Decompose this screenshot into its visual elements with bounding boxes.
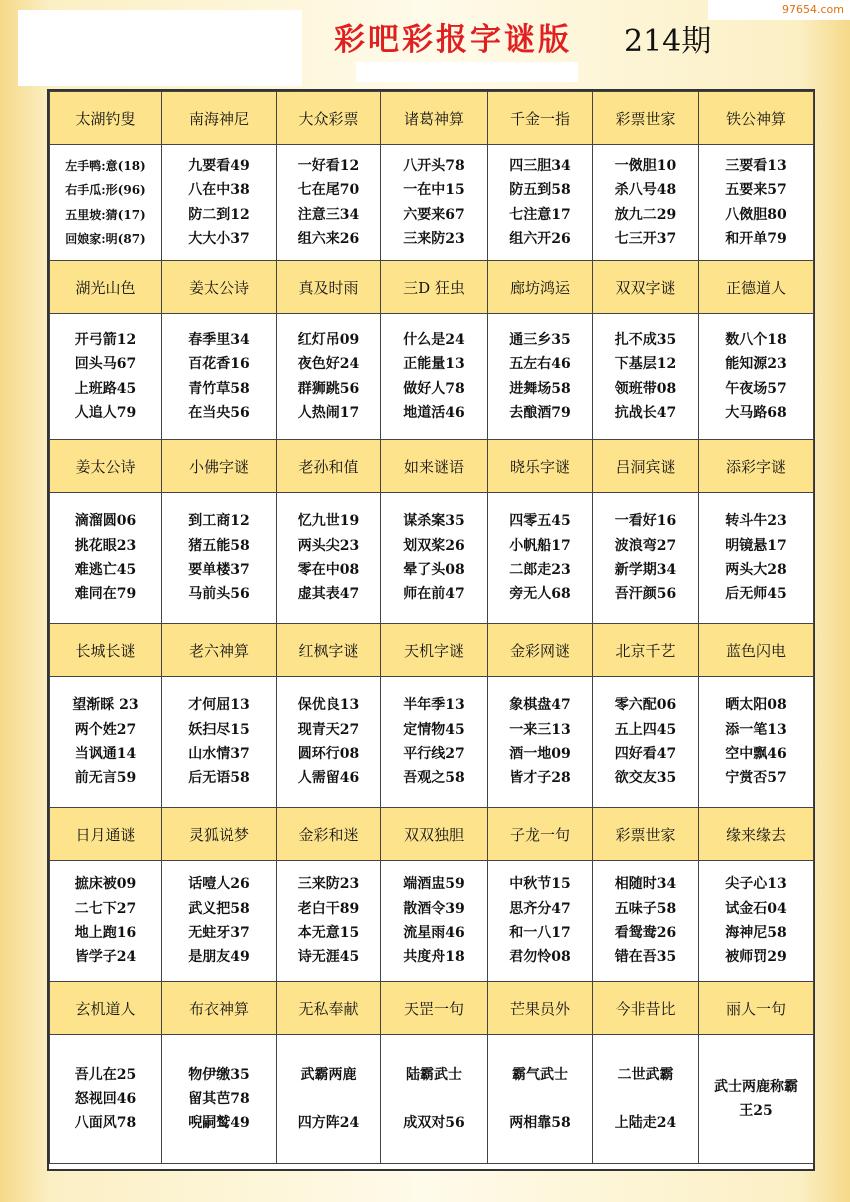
riddle-line: 两相靠58	[509, 1115, 571, 1132]
riddle-line: 右手瓜:形(96)	[65, 183, 146, 198]
riddle-cell	[381, 314, 488, 440]
section-body-row	[50, 145, 814, 261]
riddle-cell	[381, 1035, 488, 1164]
column-name-cell: 金彩网谜	[488, 624, 593, 677]
riddle-line: 数八个18	[725, 331, 787, 348]
riddle-line: 海神尼58	[725, 925, 787, 941]
riddle-line: 无蛀牙37	[188, 925, 250, 941]
riddle-line: 零六配06	[614, 697, 677, 714]
riddle-cell	[593, 145, 699, 261]
riddle-cell	[699, 493, 814, 624]
riddle-cell	[593, 1035, 699, 1164]
riddle-line: 波浪弯27	[614, 537, 677, 554]
riddle-line: 八傚胆80	[725, 206, 787, 223]
riddle-line	[277, 1087, 380, 1111]
riddle-line: 零在中08	[297, 562, 360, 578]
riddle-line: 妖扫尽15	[188, 721, 250, 738]
riddle-line: 午夜场57	[725, 380, 787, 397]
riddle-cell	[277, 677, 381, 808]
column-name-cell: 姜太公诗	[50, 440, 162, 493]
column-name-cell: 布衣神算	[162, 982, 277, 1035]
riddle-line: 试金石04	[725, 900, 787, 917]
riddle-line: 五要来57	[725, 182, 787, 199]
riddle-line: 错在吾35	[614, 949, 677, 966]
section-body-row	[50, 314, 814, 440]
riddle-line: 两头大28	[725, 562, 787, 578]
column-name-cell: 小佛字谜	[162, 440, 277, 493]
column-name-cell: 彩票世家	[593, 92, 699, 145]
column-name-cell: 今非昔比	[593, 982, 699, 1035]
column-name-cell: 大众彩票	[277, 92, 381, 145]
riddle-line: 难逃亡45	[74, 562, 137, 578]
riddle-line: 王25	[739, 1103, 773, 1119]
riddle-line: 留其芭78	[188, 1090, 250, 1107]
section-header-row	[50, 440, 814, 493]
riddle-line: 一看好16	[614, 513, 677, 530]
riddle-cell	[699, 1035, 814, 1164]
riddle-line: 现青天27	[297, 721, 360, 738]
riddle-line: 开弓箭12	[74, 331, 137, 348]
riddle-line: 领班带08	[614, 380, 677, 397]
riddle-cell	[593, 677, 699, 808]
riddle-line: 添一笔13	[725, 721, 787, 738]
riddle-cell	[699, 145, 814, 261]
riddle-line: 地道活46	[403, 404, 465, 421]
column-name-cell: 正德道人	[699, 261, 814, 314]
riddle-line: 八在中38	[188, 182, 250, 199]
riddle-line: 到工商12	[188, 513, 250, 530]
riddle-line: 才何屈13	[188, 697, 250, 714]
column-name-cell: 双双独胆	[381, 808, 488, 861]
riddle-cell	[488, 145, 593, 261]
riddle-line: 进舞场58	[509, 380, 571, 397]
riddle-line: 诗无涯45	[297, 949, 360, 966]
riddle-line: 旁无人68	[509, 586, 571, 603]
riddle-line: 群狮跳56	[297, 380, 360, 397]
column-name-cell: 子龙一句	[488, 808, 593, 861]
riddle-line: 八开头78	[403, 157, 465, 174]
column-name-cell: 灵狐说梦	[162, 808, 277, 861]
riddle-line: 圆环行08	[297, 746, 360, 762]
riddle-line: 一在中15	[403, 182, 465, 199]
riddle-cell	[277, 145, 381, 261]
riddle-cell	[277, 314, 381, 440]
riddle-line: 四方阵24	[297, 1115, 360, 1132]
riddle-line: 五左右46	[509, 356, 571, 373]
riddle-line: 和开单79	[725, 230, 787, 247]
riddle-line: 酒一地09	[509, 746, 571, 762]
riddle-cell	[50, 493, 162, 624]
riddle-line: 什么是24	[403, 331, 465, 348]
riddle-line: 组六来26	[297, 230, 360, 247]
riddle-cell	[699, 861, 814, 982]
riddle-line: 在当央56	[188, 404, 250, 421]
riddle-line: 三要看13	[725, 157, 787, 174]
riddle-cell	[381, 145, 488, 261]
riddle-line: 二七下27	[74, 900, 137, 917]
riddle-line: 尖子心13	[725, 876, 787, 893]
riddle-cell	[50, 145, 162, 261]
section-header-row	[50, 808, 814, 861]
riddle-line: 前无言59	[74, 770, 137, 787]
riddle-line: 八面风78	[74, 1115, 137, 1132]
riddle-line: 马前头56	[188, 586, 250, 603]
riddle-line: 组六开26	[509, 230, 571, 247]
riddle-line: 忆九世19	[297, 513, 360, 530]
riddle-line: 红灯吊09	[297, 331, 360, 348]
riddle-line: 五里坡:猜(17)	[65, 207, 146, 222]
riddle-line: 四三胆34	[509, 157, 571, 174]
riddle-line: 物伊缴35	[188, 1066, 250, 1083]
section-body-row	[50, 677, 814, 808]
section-body-row	[50, 1035, 814, 1164]
riddle-cell	[277, 493, 381, 624]
riddle-cell	[593, 314, 699, 440]
riddle-cell	[50, 314, 162, 440]
riddle-line: 摭床被09	[74, 876, 137, 893]
riddle-line: 山水情37	[188, 746, 250, 762]
riddle-cell	[162, 314, 277, 440]
riddle-line: 三来防23	[403, 230, 465, 247]
riddle-line: 挑花眼23	[74, 537, 137, 554]
riddle-line: 散酒令39	[403, 900, 465, 917]
column-name-cell: 如来谜语	[381, 440, 488, 493]
riddle-line: 新学期34	[614, 562, 677, 578]
riddle-line: 五味子58	[614, 900, 677, 917]
riddle-line: 吾汗颜56	[614, 586, 677, 603]
riddle-line: 地上跑16	[74, 925, 137, 941]
header-sub-panel	[356, 62, 578, 82]
riddle-cell	[162, 1035, 277, 1164]
riddle-line: 皆才子28	[509, 770, 571, 787]
riddle-cell	[488, 493, 593, 624]
riddle-line: 一来三13	[509, 721, 571, 738]
riddle-line: 人需留46	[297, 770, 360, 787]
riddle-line: 七注意17	[509, 206, 571, 223]
column-name-cell: 姜太公诗	[162, 261, 277, 314]
riddle-line: 流星雨46	[403, 925, 465, 941]
riddle-cell	[381, 677, 488, 808]
riddle-line: 百花香16	[188, 356, 250, 373]
section-header-row	[50, 982, 814, 1035]
watermark-box	[708, 0, 850, 20]
column-name-cell: 廊坊鸿运	[488, 261, 593, 314]
column-name-cell: 无私奉献	[277, 982, 381, 1035]
riddle-line: 春季里34	[188, 331, 250, 348]
riddle-cell	[162, 677, 277, 808]
riddle-cell	[593, 493, 699, 624]
riddle-line: 左手鸭:意(18)	[65, 158, 146, 173]
riddle-line: 话噎人26	[188, 876, 250, 893]
riddle-cell	[699, 314, 814, 440]
riddle-line: 下基层12	[614, 356, 677, 373]
riddle-line: 人热闹17	[297, 404, 360, 421]
riddle-line: 夜色好24	[297, 356, 360, 373]
section-body-row	[50, 861, 814, 982]
column-name-cell: 吕洞宾谜	[593, 440, 699, 493]
riddle-line: 和一八17	[509, 925, 571, 941]
column-name-cell: 金彩和迷	[277, 808, 381, 861]
riddle-cell	[488, 861, 593, 982]
riddle-line: 五上四45	[614, 721, 677, 738]
riddle-cell	[488, 1035, 593, 1164]
riddle-line	[381, 1087, 487, 1111]
riddle-cell	[277, 861, 381, 982]
riddle-line: 相随时34	[614, 876, 677, 893]
riddle-line: 欲交友35	[614, 770, 677, 787]
column-name-cell: 诸葛神算	[381, 92, 488, 145]
column-name-cell: 湖光山色	[50, 261, 162, 314]
watermark-text: 97654.com	[782, 3, 844, 16]
column-name-cell: 长城长谜	[50, 624, 162, 677]
riddle-line: 唲嗣鹫49	[188, 1115, 250, 1132]
riddle-line: 霸气武士	[512, 1066, 568, 1083]
column-name-cell: 晓乐字谜	[488, 440, 593, 493]
issue-number: 214期	[624, 24, 712, 59]
riddle-line: 师在前47	[403, 586, 465, 603]
riddle-cell	[488, 314, 593, 440]
riddle-line: 二世武霸	[617, 1066, 674, 1083]
riddle-line: 青竹草58	[188, 380, 250, 397]
riddle-line: 能知源23	[725, 356, 787, 373]
riddle-line: 通三乡35	[509, 331, 571, 348]
riddle-cell	[162, 145, 277, 261]
column-name-cell: 天机字谜	[381, 624, 488, 677]
column-name-cell: 天罡一句	[381, 982, 488, 1035]
riddle-line: 半年季13	[403, 697, 465, 714]
column-name-cell: 彩票世家	[593, 808, 699, 861]
riddle-line: 本无意15	[297, 925, 360, 941]
riddle-line: 做好人78	[403, 380, 465, 397]
riddle-cell	[162, 493, 277, 624]
riddle-line: 猪五能58	[188, 537, 250, 554]
riddle-line: 老白干89	[297, 900, 360, 917]
riddle-cell	[50, 677, 162, 808]
riddle-line: 陆霸武士	[406, 1066, 462, 1083]
page-title: 彩吧彩报字谜版	[334, 22, 572, 58]
riddle-line: 四零五45	[509, 513, 571, 530]
riddle-line: 一傚胆10	[614, 157, 677, 174]
riddle-line: 七在尾70	[297, 182, 360, 199]
column-name-cell: 红枫字谜	[277, 624, 381, 677]
riddle-line: 一好看12	[297, 157, 360, 174]
column-name-cell: 千金一指	[488, 92, 593, 145]
riddle-line: 武士两鹿称霸	[714, 1078, 798, 1095]
riddle-line: 二郎走23	[509, 562, 571, 578]
riddle-line: 怒视回46	[74, 1090, 137, 1107]
riddle-line: 思齐分47	[509, 900, 571, 917]
column-name-cell: 双双字谜	[593, 261, 699, 314]
riddle-cell	[50, 1035, 162, 1164]
riddle-line: 人追人79	[74, 404, 137, 421]
riddle-line: 转斗牛23	[725, 513, 787, 530]
column-name-cell: 日月通谜	[50, 808, 162, 861]
section-header-row	[50, 624, 814, 677]
riddle-line: 君勿怜08	[509, 949, 571, 966]
riddle-line: 晕了头08	[403, 562, 465, 578]
riddle-line: 当讽通14	[74, 746, 137, 762]
riddle-line: 回娘家:明(87)	[65, 231, 146, 246]
column-name-cell: 北京千艺	[593, 624, 699, 677]
riddle-line: 后无师45	[725, 586, 787, 603]
riddle-line: 吾儿在25	[74, 1066, 137, 1083]
riddle-line: 谋杀案35	[403, 513, 465, 530]
riddle-line: 九要看49	[188, 157, 250, 174]
riddle-line: 定情物45	[403, 721, 465, 738]
riddle-table	[49, 91, 814, 1164]
column-name-cell: 添彩字谜	[699, 440, 814, 493]
riddle-line: 保优良13	[297, 697, 360, 714]
column-name-cell: 真及时雨	[277, 261, 381, 314]
section-body-row	[50, 493, 814, 624]
riddle-line: 大马路68	[725, 404, 787, 421]
riddle-line: 象棋盘47	[509, 697, 571, 714]
riddle-line: 两个姓27	[74, 721, 137, 738]
riddle-cell	[162, 861, 277, 982]
riddle-line: 成双对56	[403, 1115, 465, 1132]
riddle-line: 划双桨26	[403, 537, 465, 554]
riddle-line: 后无语58	[188, 770, 250, 787]
riddle-line: 上班路45	[74, 380, 137, 397]
riddle-line: 武霸两鹿	[300, 1066, 357, 1083]
riddle-line: 六要来67	[403, 206, 465, 223]
riddle-line: 四好看47	[614, 746, 677, 762]
column-name-cell: 缘来缘去	[699, 808, 814, 861]
riddle-line: 晒太阳08	[725, 697, 787, 714]
riddle-line: 回头马67	[74, 356, 137, 373]
riddle-line: 是朋友49	[188, 949, 250, 966]
riddle-line: 小帆船17	[509, 537, 571, 554]
column-name-cell: 丽人一句	[699, 982, 814, 1035]
riddle-line: 要单楼37	[188, 562, 250, 578]
riddle-line: 滴溜圆06	[74, 513, 137, 530]
header-blank-panel	[18, 10, 302, 86]
column-name-cell: 芒果员外	[488, 982, 593, 1035]
riddle-line: 杀八号48	[614, 182, 677, 199]
riddle-line: 武义把58	[188, 900, 250, 917]
riddle-line: 难同在79	[74, 586, 137, 603]
riddle-table-frame	[47, 89, 815, 1171]
riddle-line	[488, 1087, 592, 1111]
column-name-cell: 老孙和值	[277, 440, 381, 493]
column-name-cell: 蓝色闪电	[699, 624, 814, 677]
riddle-line: 正能量13	[403, 356, 465, 373]
riddle-line: 皆学子24	[74, 949, 137, 966]
riddle-line: 抗战长47	[614, 404, 677, 421]
riddle-line: 望渐睬 23	[72, 697, 139, 714]
riddle-line: 端酒盅59	[403, 876, 465, 893]
riddle-line: 去酿酒79	[509, 404, 571, 421]
section-header-row	[50, 92, 814, 145]
riddle-line: 两头尖23	[297, 537, 360, 554]
riddle-line: 七三开37	[614, 230, 677, 247]
riddle-line: 三来防23	[297, 876, 360, 893]
riddle-cell	[381, 861, 488, 982]
riddle-line: 共度舟18	[403, 949, 465, 966]
riddle-cell	[277, 1035, 381, 1164]
riddle-cell	[488, 677, 593, 808]
riddle-line: 上陆走24	[614, 1115, 677, 1132]
riddle-cell	[593, 861, 699, 982]
riddle-line: 平行线27	[403, 746, 465, 762]
riddle-cell	[699, 677, 814, 808]
riddle-line: 注意三34	[297, 206, 360, 223]
riddle-cell	[381, 493, 488, 624]
riddle-line: 空中飘46	[725, 746, 787, 762]
riddle-line: 放九二29	[614, 206, 677, 223]
column-name-cell: 太湖钓叟	[50, 92, 162, 145]
riddle-line: 虚其表47	[297, 586, 360, 603]
column-name-cell: 南海神尼	[162, 92, 277, 145]
column-name-cell: 铁公神算	[699, 92, 814, 145]
riddle-line	[593, 1087, 698, 1111]
column-name-cell: 玄机道人	[50, 982, 162, 1035]
riddle-line: 看鸳鸯26	[614, 925, 677, 941]
riddle-line: 扎不成35	[614, 331, 677, 348]
riddle-line: 防二到12	[188, 206, 250, 223]
column-name-cell: 老六神算	[162, 624, 277, 677]
riddle-cell	[50, 861, 162, 982]
riddle-line: 中秋节15	[509, 876, 571, 893]
riddle-line: 被师罚29	[725, 949, 787, 966]
riddle-line: 大大小37	[188, 230, 250, 247]
riddle-line: 宁赏否57	[725, 770, 787, 787]
riddle-line: 明镜悬17	[725, 537, 787, 554]
column-name-cell: 三D 狂虫	[381, 261, 488, 314]
riddle-line: 防五到58	[509, 182, 571, 199]
section-header-row	[50, 261, 814, 314]
riddle-line: 吾观之58	[403, 770, 465, 787]
